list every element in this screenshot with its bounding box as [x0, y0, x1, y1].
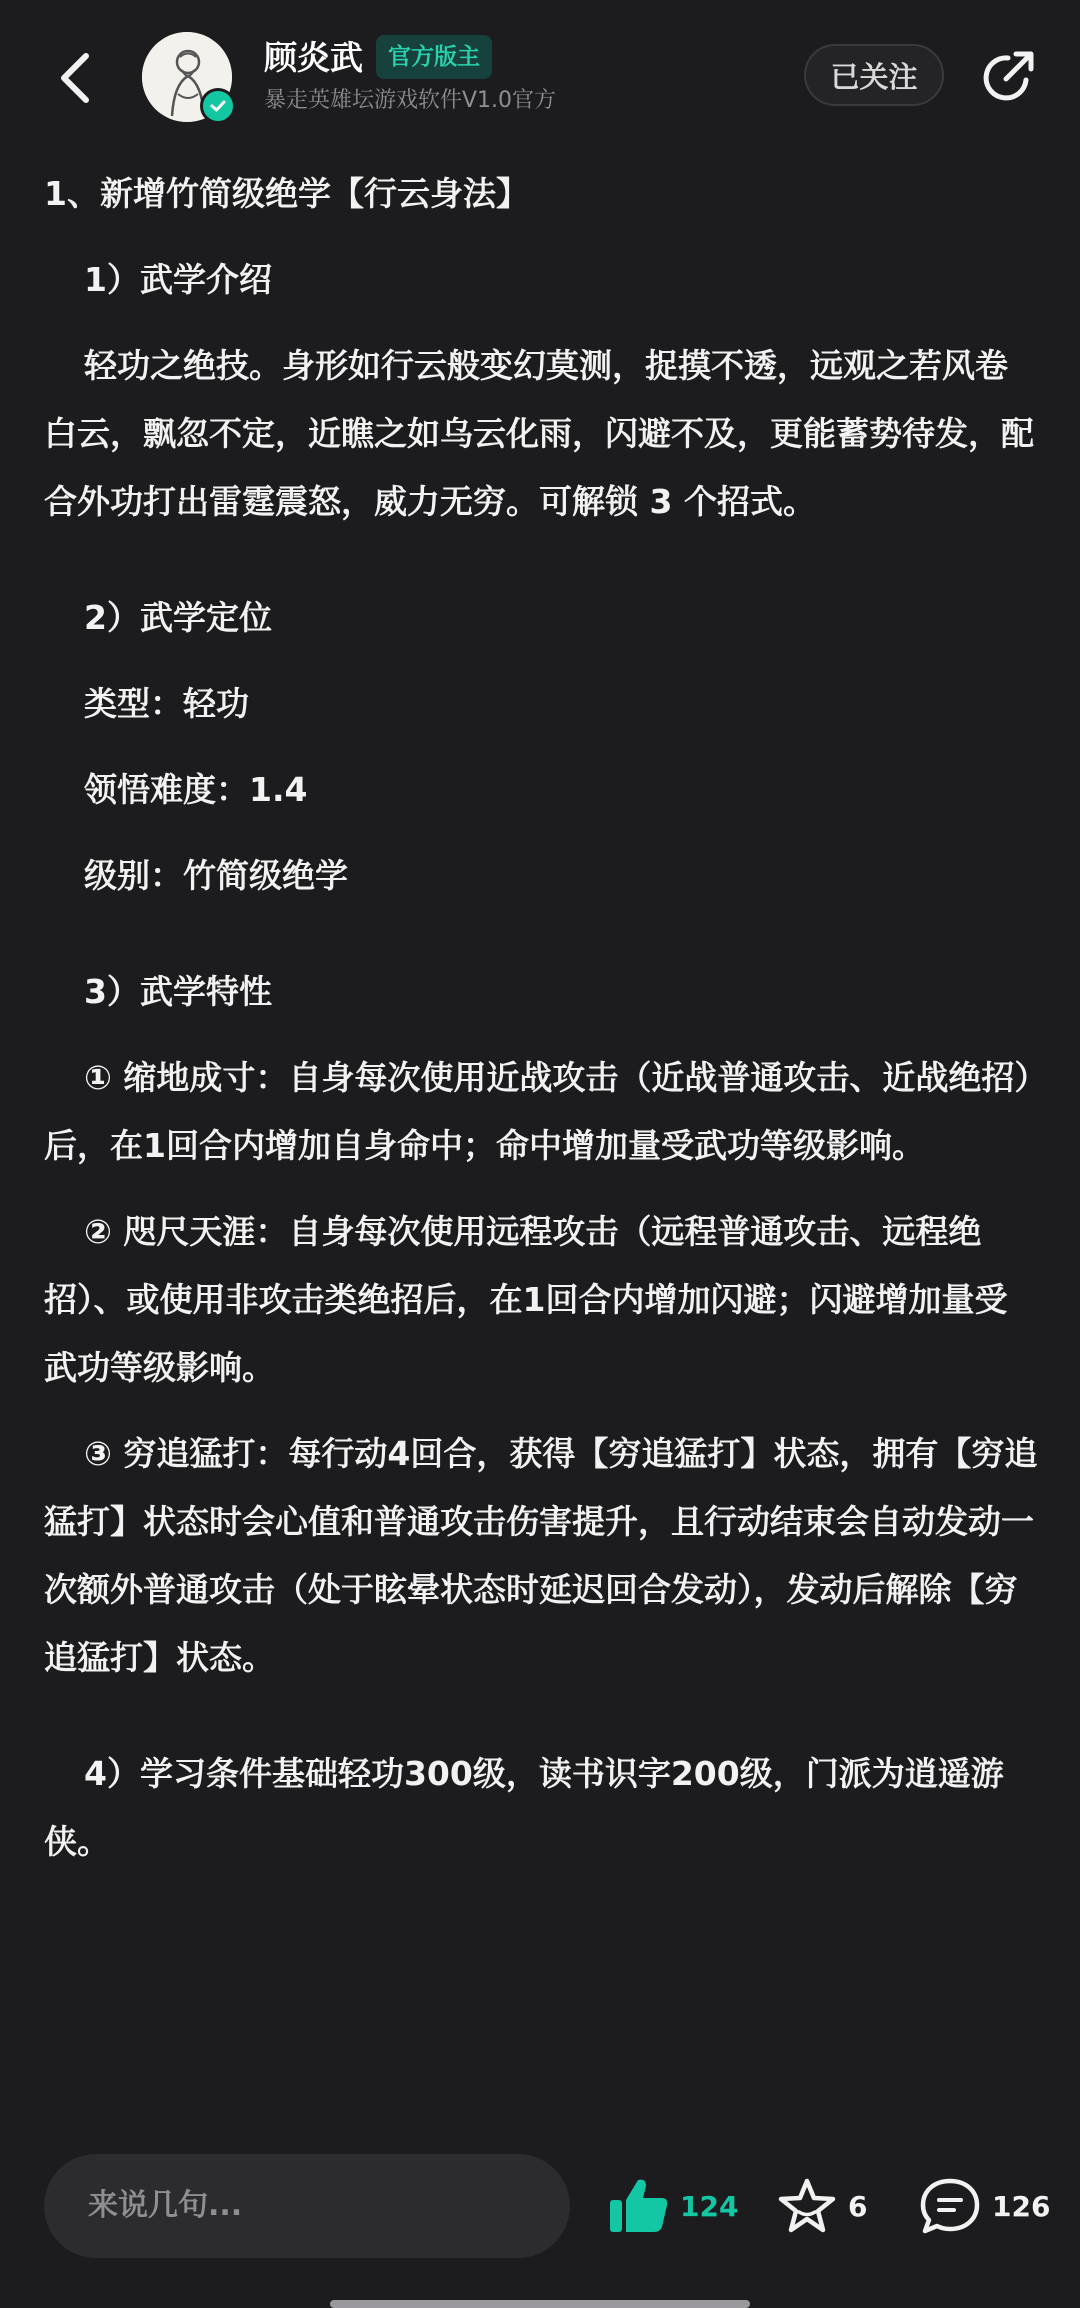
skill-type: 类型：轻功 — [84, 684, 249, 723]
favorite-count: 6 — [848, 2189, 868, 2223]
author-subtitle: 暴走英雄坛游戏软件V1.0官方 — [264, 88, 557, 113]
comment-input[interactable]: 来说几句... — [44, 2154, 570, 2258]
author-avatar[interactable] — [142, 32, 232, 122]
trait-item: ③ 穷追猛打：每行动4回合，获得【穷追猛打】状态，拥有【穷追猛打】状态时会心值和普通攻击伤害提升，且行动结束会自动发动一次额外普通攻击（处于眩晕状态时延迟回合发动），发动后解除【穷追猛打】状态。 — [44, 1434, 1038, 1677]
follow-button[interactable]: 已关注 — [804, 44, 944, 106]
author-name[interactable]: 顾炎武 — [264, 38, 363, 77]
like-count: 124 — [680, 2189, 739, 2223]
star-icon — [776, 2176, 838, 2236]
skill-level: 级别：竹简级绝学 — [84, 856, 348, 895]
comment-count: 126 — [992, 2189, 1051, 2223]
comment-bubble-icon — [918, 2176, 982, 2236]
home-indicator[interactable] — [330, 2300, 750, 2308]
post-header — [0, 0, 1080, 150]
article-title: 1、新增竹简级绝学【行云身法】 — [44, 174, 529, 213]
section-intro-body: 轻功之绝技。身形如行云般变幻莫测，捉摸不透，远观之若风卷白云，飘忽不定，近瞧之如乌云化雨，闪避不及，更能蓄势待发，配合外功打出雷霆震怒，威力无穷。可解锁 3 个招式。 — [44, 346, 1034, 521]
share-icon — [978, 46, 1040, 108]
comment-button[interactable] — [918, 2168, 1050, 2244]
section-heading-position: 2）武学定位 — [84, 598, 272, 637]
section-heading-traits: 3）武学特性 — [84, 972, 272, 1011]
section-learning-conditions: 4）学习条件基础轻功300级，读书识字200级，门派为逍遥游侠。 — [44, 1754, 1004, 1861]
bottom-action-bar — [0, 2150, 1080, 2260]
thumbs-up-icon — [608, 2176, 670, 2236]
back-arrow-icon — [56, 50, 96, 106]
trait-item: ① 缩地成寸：自身每次使用近战攻击（近战普通攻击、近战绝招）后，在1回合内增加自身命中；命中增加量受武功等级影响。 — [44, 1058, 1031, 1165]
section-heading-intro: 1）武学介绍 — [84, 260, 272, 299]
like-button[interactable] — [608, 2168, 738, 2244]
favorite-button[interactable] — [776, 2168, 867, 2244]
verified-check-icon — [209, 97, 227, 115]
article-body — [44, 160, 1040, 1876]
verified-badge — [200, 88, 236, 124]
back-button[interactable] — [46, 42, 106, 114]
skill-difficulty: 领悟难度：1.4 — [84, 770, 308, 809]
trait-item: ② 咫尺天涯：自身每次使用远程攻击（远程普通攻击、远程绝招）、或使用非攻击类绝招后，在1回合内增加闪避；闪避增加量受武功等级影响。 — [44, 1212, 1008, 1387]
moderator-badge: 官方版主 — [376, 35, 492, 79]
share-button[interactable] — [976, 44, 1042, 110]
